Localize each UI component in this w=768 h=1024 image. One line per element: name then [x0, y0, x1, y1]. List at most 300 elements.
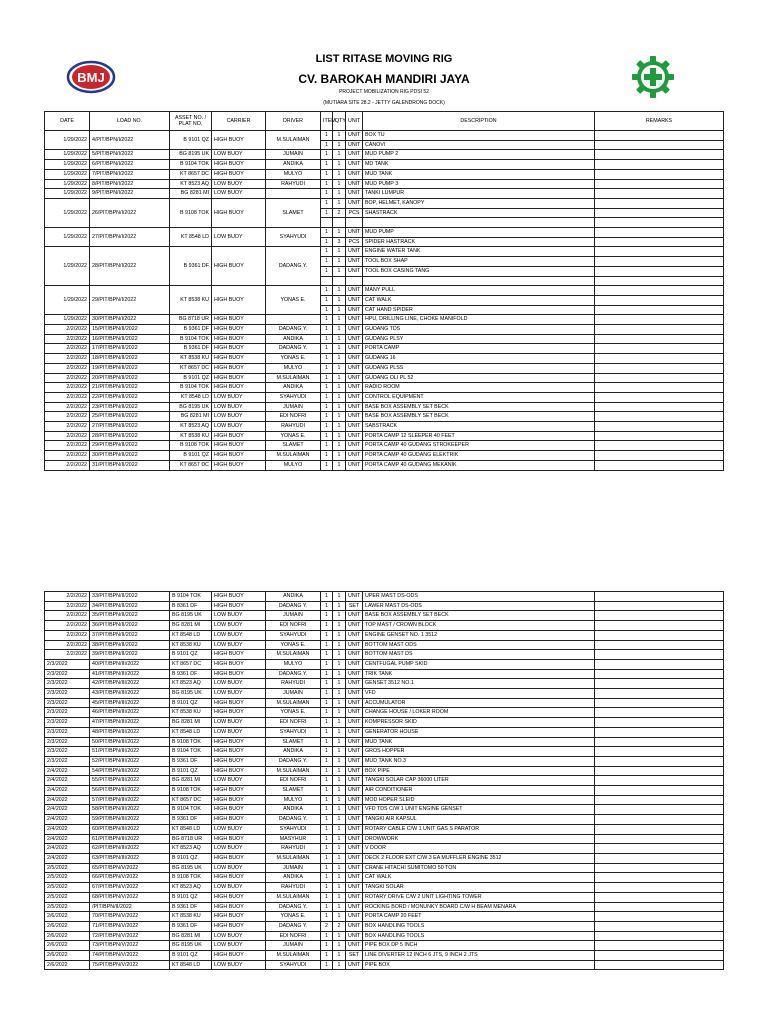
qty-cell: 1	[333, 747, 346, 757]
description-cell: GENERATOR HOUSE	[363, 727, 595, 737]
remarks-cell	[595, 698, 724, 708]
description-cell: BOX PIPE	[363, 766, 595, 776]
item-cell: 1	[321, 601, 333, 611]
unit-cell: UNIT	[346, 412, 363, 422]
remarks-cell	[595, 786, 724, 796]
remarks-cell	[595, 383, 724, 393]
asset-no-cell: KT 8523 AQ	[170, 422, 212, 432]
col-load-no: LOAD NO.	[90, 112, 170, 131]
qty-cell: 1	[333, 640, 346, 650]
driver-cell: M.SULAIMAN	[266, 853, 321, 863]
item-cell: 1	[321, 718, 333, 728]
load-no-cell: 30/PIT/BPN/I/2022	[90, 315, 170, 325]
qty-cell: 1	[333, 305, 346, 315]
carrier-cell: LOW BUOY	[212, 863, 266, 873]
load-no-cell: 46/PIT/BPN/III/2022	[90, 708, 170, 718]
date-cell: 2/6/2022	[45, 941, 90, 951]
date-cell: 2/4/2022	[45, 805, 90, 815]
qty-cell: 1	[333, 131, 346, 141]
item-cell: 1	[321, 960, 333, 970]
date-cell: 2/3/2022	[45, 689, 90, 699]
item-cell: 1	[321, 334, 333, 344]
ritase-table-2	[44, 591, 724, 970]
driver-cell: EDI NOFRI	[266, 718, 321, 728]
driver-cell: SYAHYUDI	[266, 392, 321, 402]
unit-cell: SET	[346, 601, 363, 611]
carrier-cell: LOW BUOY	[212, 960, 266, 970]
table-row	[45, 892, 724, 902]
asset-no-cell: B 9108 TOK	[170, 737, 212, 747]
asset-no-cell: B 9101 QZ	[170, 951, 212, 961]
qty-cell: 1	[333, 334, 346, 344]
carrier-cell: LOW BUOY	[212, 640, 266, 650]
item-cell: 1	[321, 776, 333, 786]
safety-cross-icon	[631, 55, 675, 99]
description-cell: AIR CONDITIONER	[363, 786, 595, 796]
description-cell: CAT WALK	[363, 295, 595, 305]
item-cell: 1	[321, 354, 333, 364]
load-no-cell: 73/PIT/BPN/V/2022	[90, 941, 170, 951]
item-cell: 1	[321, 747, 333, 757]
col-date: DATE	[45, 112, 90, 131]
asset-no-cell: BG 8195 UK	[170, 863, 212, 873]
remarks-cell	[595, 441, 724, 451]
description-cell: KOMPRESSOR SKID	[363, 718, 595, 728]
qty-cell: 1	[333, 402, 346, 412]
description-cell: PORTA CAMP	[363, 344, 595, 354]
carrier-cell: HIGH BUOY	[212, 805, 266, 815]
driver-cell: ANDIKA	[266, 160, 321, 170]
date-cell: 2/3/2022	[45, 698, 90, 708]
item-cell: 2	[321, 921, 333, 931]
description-cell: BASE BOX ASSEMBLY SET BECK	[363, 402, 595, 412]
description-cell: CENTFUGAL PUMP SKID	[363, 659, 595, 669]
carrier-cell: LOW BUOY	[212, 883, 266, 893]
carrier-cell: HIGH BUOY	[212, 834, 266, 844]
qty-cell: 1	[333, 795, 346, 805]
qty-cell: 1	[333, 756, 346, 766]
table-row	[45, 902, 724, 912]
driver-cell: JUMAIN	[266, 863, 321, 873]
date-cell: 2/2/2022	[45, 630, 90, 640]
qty-cell: 1	[333, 392, 346, 402]
item-cell: 1	[321, 592, 333, 602]
description-cell: MD TANK	[363, 160, 595, 170]
carrier-cell: HIGH BUOY	[212, 708, 266, 718]
table-body-2	[45, 592, 724, 970]
table-row	[45, 228, 724, 238]
remarks-cell	[595, 247, 724, 257]
asset-no-cell: BG 8281 MI	[170, 412, 212, 422]
remarks-cell	[595, 679, 724, 689]
date-cell: 2/3/2022	[45, 756, 90, 766]
asset-no-cell: BG 8281 MI	[170, 621, 212, 631]
description-cell: BASE BOX ASSEMBLY SET BECK	[363, 412, 595, 422]
item-cell: 1	[321, 189, 333, 199]
driver-cell: MULYO	[266, 659, 321, 669]
date-cell: 1/29/2022	[45, 315, 90, 325]
unit-cell: UNIT	[346, 286, 363, 296]
date-cell: 2/5/2022	[45, 863, 90, 873]
remarks-cell	[595, 373, 724, 383]
driver-cell: MASYHUR	[266, 834, 321, 844]
unit-cell: UNIT	[346, 592, 363, 602]
remarks-cell	[595, 237, 724, 247]
asset-no-cell: KT 8538 KU	[170, 708, 212, 718]
unit-cell: UNIT	[346, 354, 363, 364]
qty-cell: 1	[333, 247, 346, 257]
table-row	[45, 795, 724, 805]
unit-cell: UNIT	[346, 169, 363, 179]
load-no-cell: 57/PIT/BPN/III/2022	[90, 795, 170, 805]
table-row	[45, 373, 724, 383]
unit-cell: UNIT	[346, 630, 363, 640]
qty-cell: 1	[333, 611, 346, 621]
remarks-cell	[595, 228, 724, 238]
item-cell: 1	[321, 431, 333, 441]
remarks-cell	[595, 727, 724, 737]
carrier-cell: HIGH BUOY	[212, 650, 266, 660]
carrier-cell: HIGH BUOY	[212, 441, 266, 451]
qty-cell: 1	[333, 344, 346, 354]
date-cell: 1/29/2022	[45, 150, 90, 160]
load-no-cell: 29/PIT/BPN/I/2022	[90, 286, 170, 315]
table-row	[45, 344, 724, 354]
item-cell: 1	[321, 844, 333, 854]
carrier-cell: HIGH BUOY	[212, 325, 266, 335]
item-cell: 1	[321, 373, 333, 383]
date-cell: 2/2/2022	[45, 640, 90, 650]
asset-no-cell: KT 8657 DC	[170, 460, 212, 470]
remarks-cell	[595, 601, 724, 611]
carrier-cell: HIGH BUOY	[212, 373, 266, 383]
load-no-cell: 15/PIT/BPN/II/2022	[90, 325, 170, 335]
date-cell: 1/29/2022	[45, 169, 90, 179]
load-no-cell: 70/PIT/BPN/V/2022	[90, 912, 170, 922]
unit-cell: UNIT	[346, 431, 363, 441]
unit-cell: UNIT	[346, 295, 363, 305]
table-row	[45, 179, 724, 189]
qty-cell: 1	[333, 383, 346, 393]
unit-cell: UNIT	[346, 266, 363, 276]
item-cell: 1	[321, 873, 333, 883]
description-cell: PIPE BOX DP 5 INCH	[363, 941, 595, 951]
description-cell: GROS HOPPER	[363, 747, 595, 757]
qty-cell: 1	[333, 140, 346, 150]
load-no-cell: 45/PIT/BPN/III/2022	[90, 698, 170, 708]
description-cell: GUDANG 16	[363, 354, 595, 364]
unit-cell: UNIT	[346, 179, 363, 189]
unit-cell: UNIT	[346, 698, 363, 708]
table-row	[45, 630, 724, 640]
date-cell: 2/3/2022	[45, 727, 90, 737]
carrier-cell: HIGH BUOY	[212, 431, 266, 441]
unit-cell: UNIT	[346, 422, 363, 432]
table-header	[45, 112, 724, 131]
remarks-cell	[595, 140, 724, 150]
load-no-cell: 17/PIT/BPN/II/2022	[90, 344, 170, 354]
table-row	[45, 131, 724, 141]
remarks-cell	[595, 815, 724, 825]
unit-cell: UNIT	[346, 140, 363, 150]
remarks-cell	[595, 354, 724, 364]
date-cell: 2/3/2022	[45, 708, 90, 718]
driver-cell: RAHYUDI	[266, 883, 321, 893]
carrier-cell: LOW BUOY	[212, 150, 266, 160]
qty-cell: 1	[333, 160, 346, 170]
carrier-cell: HIGH BUOY	[212, 951, 266, 961]
carrier-cell: HIGH BUOY	[212, 344, 266, 354]
driver-cell: M.SULAIMAN	[266, 131, 321, 150]
date-cell: 2/2/2022	[45, 592, 90, 602]
remarks-cell	[595, 805, 724, 815]
date-cell: 2/2/2022	[45, 334, 90, 344]
driver-cell	[266, 189, 321, 199]
description-cell: GUDANG PLSS	[363, 363, 595, 373]
date-cell: 1/29/2022	[45, 228, 90, 247]
qty-cell: 1	[333, 325, 346, 335]
driver-cell: M.SULAIMAN	[266, 698, 321, 708]
driver-cell: M.SULAIMAN	[266, 951, 321, 961]
driver-cell: SYAHYUDI	[266, 727, 321, 737]
driver-cell: ANDIKA	[266, 873, 321, 883]
qty-cell: 1	[333, 451, 346, 461]
description-cell: CRANE HITACHI SUMITOMO 50 TON	[363, 863, 595, 873]
carrier-cell: HIGH BUOY	[212, 795, 266, 805]
load-no-cell: 62/PIT/BPN/III/2022	[90, 844, 170, 854]
carrier-cell: LOW BUOY	[212, 727, 266, 737]
asset-no-cell: B 9104 TOK	[170, 160, 212, 170]
item-cell: 1	[321, 863, 333, 873]
driver-cell: JUMAIN	[266, 611, 321, 621]
date-cell: 2/4/2022	[45, 834, 90, 844]
remarks-cell	[595, 669, 724, 679]
item-cell: 1	[321, 237, 333, 247]
carrier-cell: LOW BUOY	[212, 228, 266, 247]
driver-cell: DADANG Y.	[266, 756, 321, 766]
driver-cell: MULYO	[266, 460, 321, 470]
load-no-cell: 50/PIT/BPN/III/2022	[90, 737, 170, 747]
load-no-cell: 9/PIT/BPN/I/2022	[90, 189, 170, 199]
description-cell: MUD TANK NO.3	[363, 756, 595, 766]
date-cell: 2/3/2022	[45, 669, 90, 679]
asset-no-cell: B 9108 TOK	[170, 198, 212, 227]
load-no-cell: 27/PIT/BPN/II/2022	[90, 422, 170, 432]
unit-cell: UNIT	[346, 189, 363, 199]
qty-cell: 1	[333, 863, 346, 873]
date-cell: 2/4/2022	[45, 776, 90, 786]
load-no-cell: 27/PIT/BPN/I/2022	[90, 228, 170, 247]
description-cell: LINE DIVERTER 12 INCH 6 JTS, 9 INCH 2 JTS	[363, 951, 595, 961]
item-cell: 1	[321, 422, 333, 432]
driver-cell: JUMAIN	[266, 150, 321, 160]
carrier-cell: HIGH BUOY	[212, 747, 266, 757]
carrier-cell: HIGH BUOY	[212, 315, 266, 325]
asset-no-cell: KT 8538 KU	[170, 431, 212, 441]
load-no-cell: 28/PIT/BPN/I/2022	[90, 247, 170, 286]
qty-cell: 1	[333, 902, 346, 912]
load-no-cell: 60/PIT/BPN/III/2022	[90, 824, 170, 834]
table-row	[45, 611, 724, 621]
qty-cell: 1	[333, 815, 346, 825]
unit-cell: UNIT	[346, 776, 363, 786]
qty-cell: 1	[333, 179, 346, 189]
remarks-cell	[595, 460, 724, 470]
remarks-cell	[595, 912, 724, 922]
remarks-cell	[595, 286, 724, 296]
description-cell: PORTA CAMP 40 GUDANG ELEKTRIK	[363, 451, 595, 461]
description-cell: TOOL BOX SHAP	[363, 257, 595, 267]
item-cell: 1	[321, 727, 333, 737]
date-cell: 2/2/2022	[45, 373, 90, 383]
unit-cell: PCS	[346, 208, 363, 218]
qty-cell: 1	[333, 266, 346, 276]
item-cell: 1	[321, 412, 333, 422]
driver-cell: DADANG Y.	[266, 325, 321, 335]
date-cell: 1/29/2022	[45, 179, 90, 189]
item-cell: 1	[321, 659, 333, 669]
load-no-cell: 34/PIT/BPN/II/2022	[90, 601, 170, 611]
carrier-cell: LOW BUOY	[212, 422, 266, 432]
unit-cell: UNIT	[346, 392, 363, 402]
description-cell	[363, 218, 595, 228]
logo-text: BMJ	[77, 70, 105, 85]
driver-cell: YONAS E.	[266, 912, 321, 922]
qty-cell: 1	[333, 373, 346, 383]
asset-no-cell: B 9101 QZ	[170, 650, 212, 660]
date-cell: 2/5/2022	[45, 883, 90, 893]
qty-cell: 1	[333, 460, 346, 470]
qty-cell: 1	[333, 776, 346, 786]
load-no-cell: 75/PIT/BPN/V/2022	[90, 960, 170, 970]
asset-no-cell: BG 8195 UK	[170, 402, 212, 412]
table-row	[45, 756, 724, 766]
date-cell: 2/2/2022	[45, 422, 90, 432]
remarks-cell	[595, 325, 724, 335]
remarks-cell	[595, 431, 724, 441]
item-cell: 1	[321, 912, 333, 922]
driver-cell: JUMAIN	[266, 402, 321, 412]
table-row	[45, 659, 724, 669]
carrier-cell: HIGH BUOY	[212, 383, 266, 393]
description-cell: CAT HAND SPIDER	[363, 305, 595, 315]
unit-cell: UNIT	[346, 669, 363, 679]
description-cell: TANGKI SOLAR CAP 36000 LITER	[363, 776, 595, 786]
driver-cell: JUMAIN	[266, 689, 321, 699]
item-cell: 1	[321, 286, 333, 296]
table-row	[45, 669, 724, 679]
table-row	[45, 834, 724, 844]
table-row	[45, 392, 724, 402]
item-cell: 1	[321, 756, 333, 766]
carrier-cell: HIGH BUOY	[212, 756, 266, 766]
qty-cell	[333, 276, 346, 286]
table-row	[45, 776, 724, 786]
unit-cell: UNIT	[346, 921, 363, 931]
qty-cell: 1	[333, 873, 346, 883]
qty-cell: 2	[333, 208, 346, 218]
load-no-cell: 35/PIT/BPN/II/2022	[90, 611, 170, 621]
remarks-cell	[595, 776, 724, 786]
description-cell: VFD	[363, 689, 595, 699]
asset-no-cell: KT 8657 DC	[170, 169, 212, 179]
unit-cell	[346, 218, 363, 228]
carrier-cell: HIGH BUOY	[212, 912, 266, 922]
qty-cell: 1	[333, 295, 346, 305]
load-no-cell: 42/PIT/BPN/III/2022	[90, 679, 170, 689]
date-cell: 2/2/2022	[45, 650, 90, 660]
load-no-cell: 23/PIT/BPN/II/2022	[90, 402, 170, 412]
qty-cell: 1	[333, 824, 346, 834]
asset-no-cell: B 9104 TOK	[170, 592, 212, 602]
description-cell: BOP, HELMET, KANOPY	[363, 198, 595, 208]
date-cell: 1/29/2022	[45, 131, 90, 150]
item-cell: 1	[321, 698, 333, 708]
load-no-cell: 52/PIT/BPN/III/2022	[90, 756, 170, 766]
qty-cell: 1	[333, 960, 346, 970]
unit-cell: UNIT	[346, 824, 363, 834]
date-cell: 2/2/2022	[45, 363, 90, 373]
unit-cell: UNIT	[346, 131, 363, 141]
description-cell: TRIK TANK	[363, 669, 595, 679]
load-no-cell: 67/PIT/BPN/V/2022	[90, 883, 170, 893]
remarks-cell	[595, 305, 724, 315]
item-cell: 1	[321, 131, 333, 141]
qty-cell: 1	[333, 354, 346, 364]
load-no-cell: 18/PIT/BPN/II/2022	[90, 354, 170, 364]
qty-cell: 1	[333, 198, 346, 208]
load-no-cell: 29/PIT/BPN/II/2022	[90, 441, 170, 451]
asset-no-cell: B 9104 TOK	[170, 747, 212, 757]
description-cell: GUDANG TDS	[363, 325, 595, 335]
date-cell: 2/2/2022	[45, 621, 90, 631]
load-no-cell: 31/PIT/BPN/II/2022	[90, 460, 170, 470]
description-cell: PORTA CAMP 12 SLEEPER 40 FEET	[363, 431, 595, 441]
load-no-cell: 54/PIT/BPN/III/2022	[90, 766, 170, 776]
unit-cell: UNIT	[346, 960, 363, 970]
driver-cell: RAHYUDI	[266, 422, 321, 432]
carrier-cell: HIGH BUOY	[212, 873, 266, 883]
asset-no-cell: B 9101 QZ	[170, 766, 212, 776]
remarks-cell	[595, 834, 724, 844]
unit-cell: UNIT	[346, 460, 363, 470]
item-cell: 1	[321, 392, 333, 402]
unit-cell: UNIT	[346, 257, 363, 267]
asset-no-cell: KT 8523 AQ	[170, 844, 212, 854]
col-unit: UNIT	[346, 112, 363, 131]
load-no-cell: 66/PIT/BPN/V/2022	[90, 873, 170, 883]
remarks-cell	[595, 451, 724, 461]
remarks-cell	[595, 960, 724, 970]
remarks-cell	[595, 412, 724, 422]
description-cell: GUDANG PLSY	[363, 334, 595, 344]
date-cell: 2/6/2022	[45, 921, 90, 931]
item-cell: 1	[321, 621, 333, 631]
date-cell: 2/2/2022	[45, 383, 90, 393]
table-row	[45, 883, 724, 893]
carrier-cell: LOW BUOY	[212, 611, 266, 621]
asset-no-cell: BG 8195 UK	[170, 611, 212, 621]
load-no-cell: 40/PIT/BPN/III/2022	[90, 659, 170, 669]
unit-cell: UNIT	[346, 679, 363, 689]
qty-cell: 1	[333, 169, 346, 179]
load-no-cell: 55/PIT/BPN/III/2022	[90, 776, 170, 786]
remarks-cell	[595, 276, 724, 286]
unit-cell: UNIT	[346, 805, 363, 815]
description-cell: ENGINE WATER TANK	[363, 247, 595, 257]
description-cell: TOP MAST / CROWN BLOCK	[363, 621, 595, 631]
asset-no-cell: KT 8548 LD	[170, 630, 212, 640]
